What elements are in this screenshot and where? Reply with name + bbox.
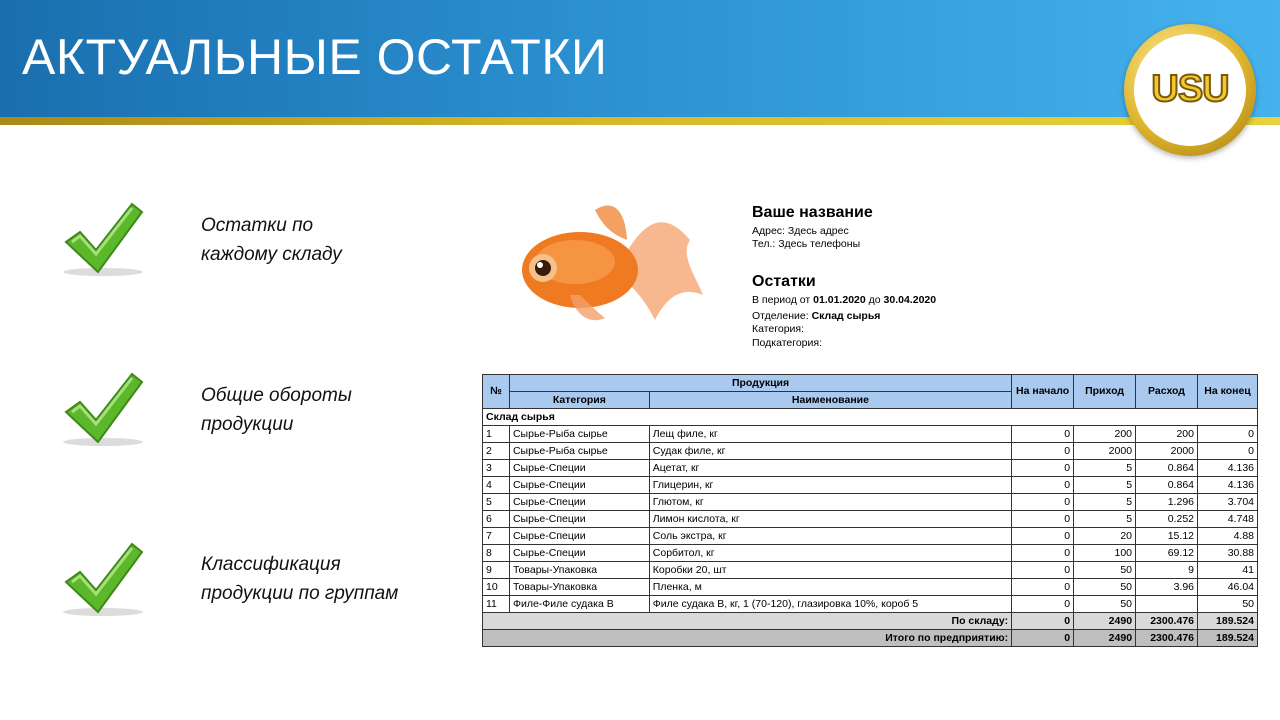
subtotal-row (483, 613, 1258, 630)
department-label: Отделение: (752, 310, 809, 322)
cell-cat: Сырье-Специи (509, 460, 649, 477)
cell-start: 0 (1012, 443, 1074, 460)
report-period (752, 294, 936, 306)
cell-income: 5 (1074, 511, 1136, 528)
cell-expense: 0.864 (1136, 460, 1198, 477)
cell-expense: 1.296 (1136, 494, 1198, 511)
cell-expense: 69.12 (1136, 545, 1198, 562)
cell-name: Лещ филе, кг (649, 426, 1011, 443)
cell-name: Сорбитол, кг (649, 545, 1011, 562)
cell-cat: Сырье-Специи (509, 528, 649, 545)
total-income: 2490 (1074, 630, 1136, 647)
cell-n: 10 (483, 579, 510, 596)
cell-n: 11 (483, 596, 510, 613)
total-expense: 2300.476 (1136, 630, 1198, 647)
subtotal-start: 0 (1012, 613, 1074, 630)
cell-expense: 9 (1136, 562, 1198, 579)
warehouse-group: Склад сырья (483, 409, 1258, 426)
cell-cat: Филе-Филе судака В (509, 596, 649, 613)
cell-name: Глютом, кг (649, 494, 1011, 511)
cell-end: 41 (1198, 562, 1258, 579)
cell-start: 0 (1012, 579, 1074, 596)
logo-text: USU (1151, 68, 1229, 110)
cell-expense (1136, 596, 1198, 613)
table-row (483, 426, 1258, 443)
cell-end: 50 (1198, 596, 1258, 613)
feature-item (201, 211, 342, 269)
cell-end: 0 (1198, 443, 1258, 460)
period-prefix: В период от (752, 294, 811, 306)
cell-start: 0 (1012, 460, 1074, 477)
cell-cat: Сырье-Рыба сырье (509, 426, 649, 443)
cell-name: Филе судака В, кг, 1 (70-120), глазировка 10%, короб 5 (649, 596, 1011, 613)
table-row (483, 460, 1258, 477)
cell-end: 30.88 (1198, 545, 1258, 562)
col-end-header: На конец (1198, 375, 1258, 409)
table-row (483, 443, 1258, 460)
table-row (483, 511, 1258, 528)
cell-income: 5 (1074, 494, 1136, 511)
cell-expense: 200 (1136, 426, 1198, 443)
cell-n: 4 (483, 477, 510, 494)
cell-n: 3 (483, 460, 510, 477)
cell-income: 100 (1074, 545, 1136, 562)
cell-cat: Сырье-Специи (509, 494, 649, 511)
cell-cat: Сырье-Специи (509, 545, 649, 562)
subtotal-income: 2490 (1074, 613, 1136, 630)
date-from: 01.01.2020 (813, 294, 866, 306)
cell-start: 0 (1012, 528, 1074, 545)
table-row (483, 562, 1258, 579)
checkmark-icon (58, 198, 148, 278)
report-category: Категория: (752, 323, 805, 335)
report-company: Ваше название (752, 204, 873, 221)
report-department (752, 310, 880, 322)
cell-cat: Сырье-Специи (509, 477, 649, 494)
header-gold-line (0, 117, 1280, 125)
cell-name: Лимон кислота, кг (649, 511, 1011, 528)
feature-line: Общие обороты (201, 385, 352, 406)
goldfish-image (515, 200, 705, 330)
cell-start: 0 (1012, 562, 1074, 579)
cell-income: 200 (1074, 426, 1136, 443)
subtotal-label: По складу: (483, 613, 1012, 630)
total-label: Итого по предприятию: (483, 630, 1012, 647)
col-name-header: Наименование (649, 392, 1011, 409)
cell-end: 0 (1198, 426, 1258, 443)
col-num-header: № (483, 375, 510, 409)
checkmark-icon (58, 538, 148, 618)
cell-end: 46.04 (1198, 579, 1258, 596)
cell-cat: Товары-Упаковка (509, 579, 649, 596)
department-value: Склад сырья (811, 310, 881, 322)
table-row (483, 477, 1258, 494)
cell-income: 20 (1074, 528, 1136, 545)
cell-start: 0 (1012, 477, 1074, 494)
feature-line: Остатки по (201, 215, 314, 236)
feature-item (201, 381, 352, 439)
cell-income: 5 (1074, 460, 1136, 477)
date-to: 30.04.2020 (883, 294, 937, 306)
table-row (483, 545, 1258, 562)
cell-name: Пленка, м (649, 579, 1011, 596)
cell-start: 0 (1012, 545, 1074, 562)
cell-cat: Сырье-Специи (509, 511, 649, 528)
cell-income: 50 (1074, 596, 1136, 613)
cell-n: 6 (483, 511, 510, 528)
cell-income: 5 (1074, 477, 1136, 494)
cell-income: 50 (1074, 562, 1136, 579)
cell-income: 2000 (1074, 443, 1136, 460)
col-income-header: Приход (1074, 375, 1136, 409)
feature-line: продукции по группам (201, 583, 399, 604)
table-row (483, 579, 1258, 596)
cell-expense: 0.252 (1136, 511, 1198, 528)
report-address: Адрес: Здесь адрес (752, 225, 849, 237)
cell-expense: 15.12 (1136, 528, 1198, 545)
cell-start: 0 (1012, 596, 1074, 613)
cell-n: 5 (483, 494, 510, 511)
cell-start: 0 (1012, 494, 1074, 511)
report-phone: Тел.: Здесь телефоны (752, 238, 861, 250)
slide-title: АКТУАЛЬНЫЕ ОСТАТКИ (22, 29, 608, 85)
total-end: 189.524 (1198, 630, 1258, 647)
cell-n: 7 (483, 528, 510, 545)
subtotal-expense: 2300.476 (1136, 613, 1198, 630)
cell-n: 2 (483, 443, 510, 460)
col-expense-header: Расход (1136, 375, 1198, 409)
usu-logo (1124, 24, 1256, 156)
col-start-header: На начало (1012, 375, 1074, 409)
cell-end: 3.704 (1198, 494, 1258, 511)
feature-line: каждому складу (201, 244, 342, 265)
total-row (483, 630, 1258, 647)
feature-line: продукции (201, 414, 294, 435)
col-category-header: Категория (509, 392, 649, 409)
cell-name: Глицерин, кг (649, 477, 1011, 494)
cell-n: 1 (483, 426, 510, 443)
cell-expense: 2000 (1136, 443, 1198, 460)
feature-line: Классификация (201, 554, 341, 575)
period-mid: до (868, 294, 881, 306)
cell-expense: 3.96 (1136, 579, 1198, 596)
table-row (483, 494, 1258, 511)
subtotal-end: 189.524 (1198, 613, 1258, 630)
col-product-header: Продукция (509, 375, 1011, 392)
cell-end: 4.748 (1198, 511, 1258, 528)
cell-cat: Товары-Упаковка (509, 562, 649, 579)
table-row (483, 528, 1258, 545)
checkmark-icon (58, 368, 148, 448)
report-subcategory: Подкатегория: (752, 337, 822, 349)
report-title: Остатки (752, 273, 816, 290)
cell-start: 0 (1012, 511, 1074, 528)
table-row (483, 596, 1258, 613)
total-start: 0 (1012, 630, 1074, 647)
cell-name: Ацетат, кг (649, 460, 1011, 477)
cell-income: 50 (1074, 579, 1136, 596)
cell-start: 0 (1012, 426, 1074, 443)
cell-name: Соль экстра, кг (649, 528, 1011, 545)
cell-n: 8 (483, 545, 510, 562)
cell-end: 4.136 (1198, 460, 1258, 477)
cell-cat: Сырье-Рыба сырье (509, 443, 649, 460)
stock-report-table (482, 374, 1258, 647)
cell-end: 4.136 (1198, 477, 1258, 494)
cell-name: Коробки 20, шт (649, 562, 1011, 579)
feature-item (201, 550, 398, 608)
cell-expense: 0.864 (1136, 477, 1198, 494)
cell-n: 9 (483, 562, 510, 579)
cell-end: 4.88 (1198, 528, 1258, 545)
cell-name: Судак филе, кг (649, 443, 1011, 460)
